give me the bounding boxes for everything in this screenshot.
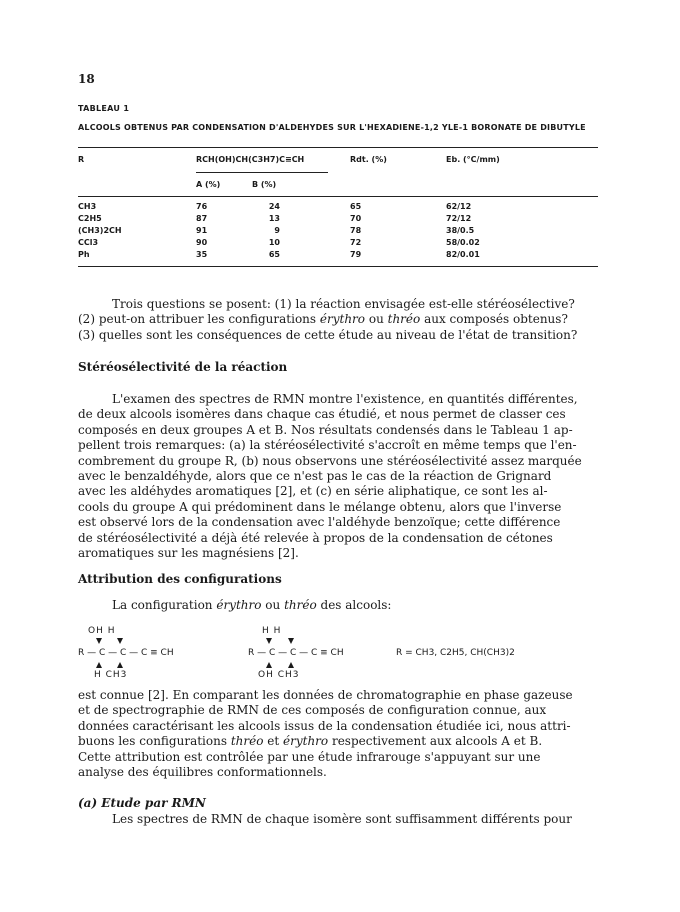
table-header-eb: Eb. (°C/mm): [446, 155, 500, 164]
body-line: données caractérisant les alcools issus de la condensation étudiée ici, nous attri-: [78, 718, 571, 733]
erythro-term: érythro: [216, 598, 262, 612]
body-line: pellent trois remarques: (a) la stéréosélectivité s'accroît en même temps que l'en-: [78, 438, 577, 453]
body-line: [78, 734, 606, 749]
table-row-b: 65: [268, 250, 280, 259]
body-line: de stéréosélectivité a déjà été relevée à propos de la condensation de cétones: [78, 530, 553, 545]
structure-2-bottom: OH CH3: [258, 670, 300, 680]
table-row-a: 35: [196, 250, 208, 259]
structure-2-top: H H: [262, 626, 282, 636]
table-row-rdt: 70: [350, 214, 362, 223]
table-header-b: B (%): [252, 180, 277, 189]
table-row-b: 13: [268, 214, 280, 223]
wedge-arrow: [96, 638, 102, 644]
wedge-arrow: [96, 662, 102, 668]
table-row-r: Ph: [78, 250, 90, 259]
body-line: est connue [2]. En comparant les données de chromatographie en phase gazeuse: [78, 688, 573, 702]
body-line: Cette attribution est contrôlée par une étude infrarouge s'appuyant sur une: [78, 749, 541, 764]
table-header-a: A (%): [196, 180, 221, 189]
table-caption: ALCOOLS OBTENUS PAR CONDENSATION D'ALDEHYDES SUR L'HEXADIENE-1,2 YLE-1 BORONATE DE DIBUTYLE: [78, 123, 586, 132]
table-row-eb: 58/0.02: [446, 238, 480, 247]
body-line: L'examen des spectres de RMN montre l'existence, en quantités différentes,: [112, 392, 578, 406]
erythro-term: érythro: [283, 734, 329, 749]
table-subheader-rule: [196, 172, 328, 173]
body-line: Les spectres de RMN de chaque isomère sont suffisamment différents pour: [112, 812, 572, 826]
table-header-rdt: Rdt. (%): [350, 155, 387, 164]
configuration-intro: [112, 598, 391, 612]
question-3: (3) quelles sont les conséquences de cette étude au niveau de l'état de transition?: [78, 327, 578, 342]
r-substituents: R = CH3, C2H5, CH(CH3)2: [396, 648, 515, 658]
table-row-r: CH3: [78, 202, 97, 211]
table-row-rdt: 65: [350, 202, 362, 211]
section-heading-stereoselectivity: Stéréosélectivité de la réaction: [78, 360, 288, 374]
table-row-a: 87: [196, 214, 208, 223]
wedge-arrow: [288, 662, 294, 668]
table-bottom-rule: [78, 266, 598, 267]
structure-2-main: R — C — C — C ≡ CH: [248, 648, 344, 658]
table-header-r: R: [78, 155, 85, 164]
structure-1-top: OH H: [88, 626, 116, 636]
question-2-text: (2) peut-on attribuer les configurations: [78, 312, 320, 327]
threo-term: thréo: [387, 312, 421, 327]
table-row-rdt: 72: [350, 238, 362, 247]
table-row-b: 24: [268, 202, 280, 211]
table-row-eb: 62/12: [446, 202, 472, 211]
table-top-rule: [78, 147, 598, 148]
table-header-product: RCH(OH)CH(C3H7)C≡CH: [196, 155, 305, 164]
configuration-intro-text: La configuration: [112, 598, 217, 612]
table-row-eb: 38/0.5: [446, 226, 475, 235]
section-heading-attribution: Attribution des configurations: [78, 572, 282, 586]
question-2-text: aux composés obtenus?: [420, 312, 568, 327]
structure-1-main: R — C — C — C ≡ CH: [78, 648, 174, 658]
configuration-intro-text: ou: [261, 598, 285, 612]
table-row-r: (CH3)2CH: [78, 226, 122, 235]
body-line-text: buons les configurations: [78, 734, 231, 749]
table-label: TABLEAU 1: [78, 104, 130, 113]
page-number: 18: [78, 72, 95, 86]
question-2-text: ou: [365, 312, 388, 327]
body-line-text: et: [263, 734, 283, 749]
wedge-arrow: [117, 638, 123, 644]
table-row-a: 90: [196, 238, 208, 247]
body-line: analyse des équilibres conformationnels.: [78, 765, 327, 780]
table-row-r: C2H5: [78, 214, 102, 223]
section-attribution-body: [78, 688, 606, 780]
section-heading-rmn: (a) Etude par RMN: [78, 796, 206, 810]
body-line: de deux alcools isomères dans chaque cas étudié, et nous permet de classer ces: [78, 407, 566, 422]
table-mid-rule: [78, 196, 598, 197]
body-line: composés en deux groupes A et B. Nos résultats condensés dans le Tableau 1 ap-: [78, 422, 573, 437]
table-row-a: 91: [196, 226, 208, 235]
body-line: aromatiques sur les magnésiens [2].: [78, 546, 299, 561]
wedge-arrow: [266, 638, 272, 644]
intro-questions: [78, 297, 606, 343]
body-line-text: respectivement aux alcools A et B.: [328, 734, 543, 749]
threo-term: thréo: [230, 734, 264, 749]
body-line: est observé lors de la condensation avec l'aldéhyde benzoïque; cette différence: [78, 515, 561, 530]
table-row-rdt: 79: [350, 250, 362, 259]
body-line: cools du groupe A qui prédominent dans le mélange obtenu, alors que l'inverse: [78, 499, 562, 514]
section-stereoselectivity-body: [78, 392, 606, 561]
table-row-eb: 82/0.01: [446, 250, 480, 259]
body-line: combrement du groupe R, (b) nous observons une stéréosélectivité assez marquée: [78, 453, 582, 468]
erythro-term: érythro: [319, 312, 366, 327]
table-row-b: 10: [268, 238, 280, 247]
table-row-a: 76: [196, 202, 208, 211]
body-line: et de spectrographie de RMN de ces composés de configuration connue, aux: [78, 703, 547, 718]
table-row-rdt: 78: [350, 226, 362, 235]
section-rmn-body: [78, 812, 606, 827]
body-line: avec les aldéhydes aromatiques [2], et (c) en série aliphatique, ce sont les al-: [78, 484, 548, 499]
structure-1-bottom: H CH3: [94, 670, 128, 680]
wedge-arrow: [288, 638, 294, 644]
table-row-eb: 72/12: [446, 214, 472, 223]
threo-term: thréo: [284, 598, 317, 612]
question-2: [78, 312, 606, 327]
table-row-b: 9: [274, 226, 280, 235]
wedge-arrow: [266, 662, 272, 668]
table-row-r: CCl3: [78, 238, 99, 247]
wedge-arrow: [117, 662, 123, 668]
question-1: Trois questions se posent: (1) la réaction envisagée est-elle stéréosélective?: [112, 297, 575, 311]
body-line: avec le benzaldéhyde, alors que ce n'est pas le cas de la réaction de Grignard: [78, 469, 552, 484]
configuration-intro-text: des alcools:: [316, 598, 392, 612]
